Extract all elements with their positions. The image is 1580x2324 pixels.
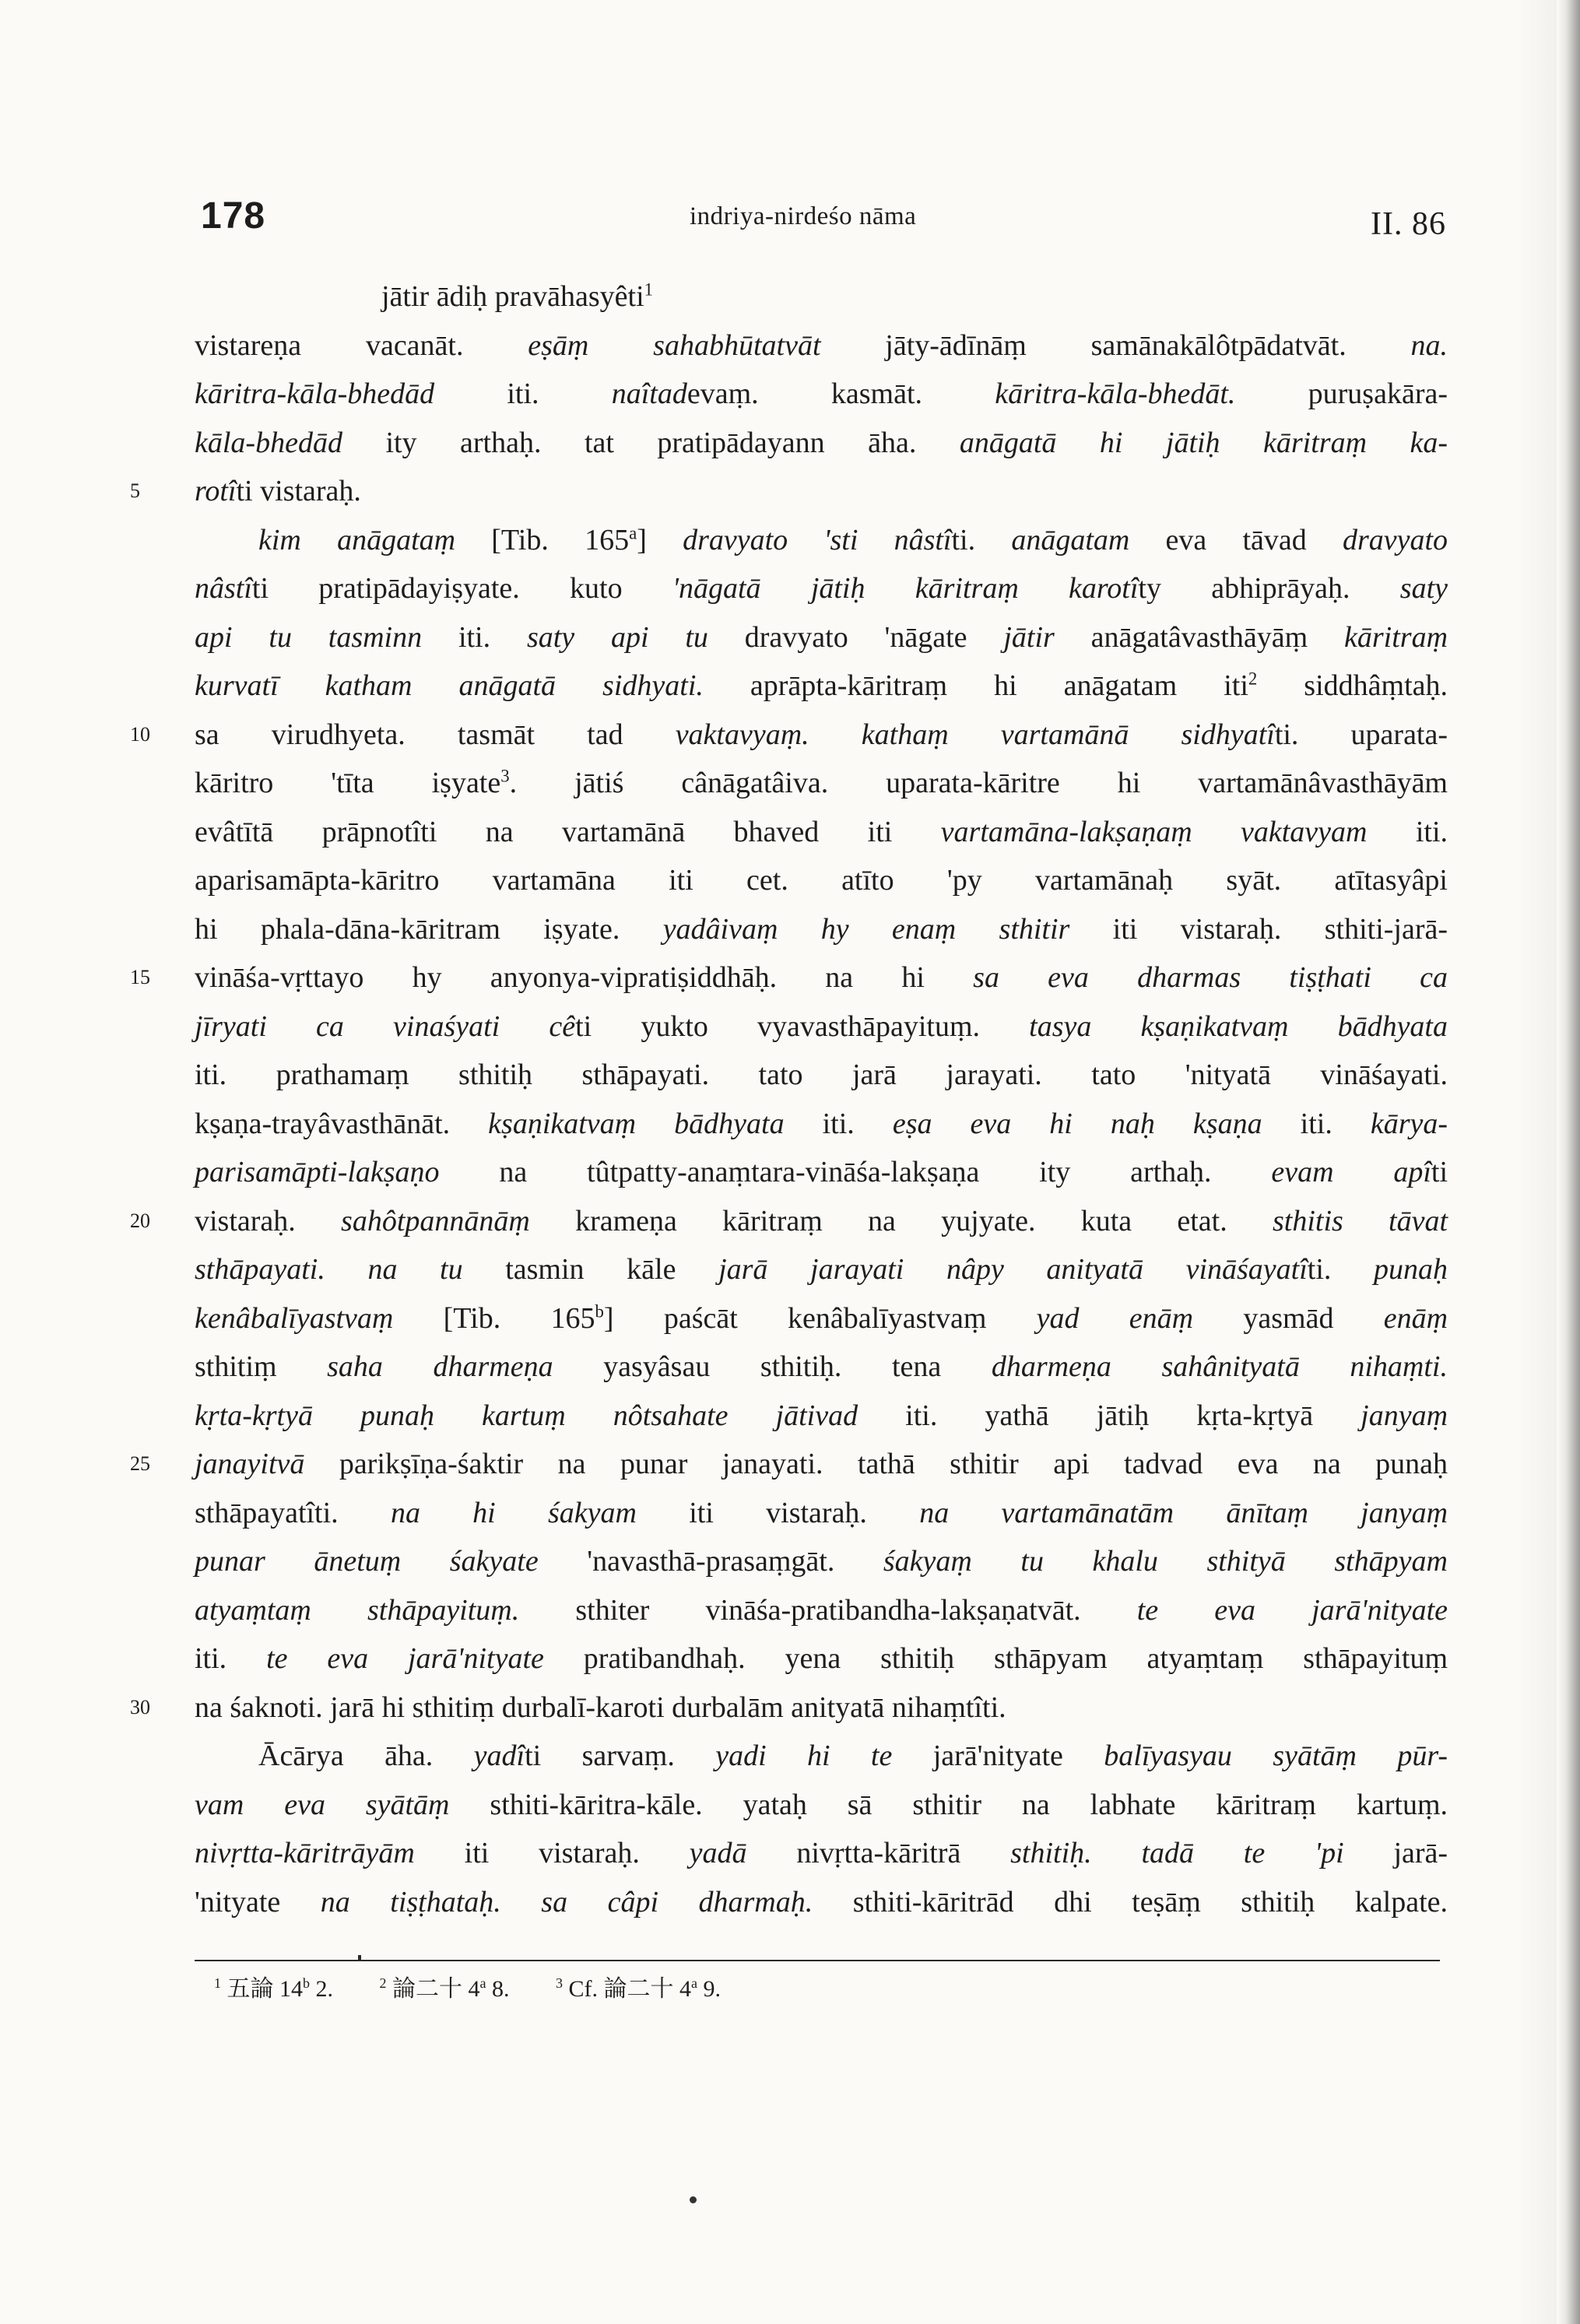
text-line: punar ānetuṃ śakyate 'navasthā-prasaṃgāt. śakyaṃ tu khalu sthityā sthāpyam: [195, 1545, 1448, 1578]
footnote-rule-mark: [358, 1955, 361, 1961]
line-number: 5: [130, 479, 140, 502]
footnote-1: $^1$ 五論 14$^b$ 2.: [214, 1975, 333, 2002]
text-line: kim anāgataṃ [Tib. 165$^a$] dravyato 'sti nâstîti. anāgatam eva tāvad dravyato: [258, 522, 1448, 556]
text-line: nivṛtta-kāritrāyām iti vistaraḥ. yadā nivṛtta-kāritrā sthitiḥ. tadā te 'pi jarā-: [195, 1837, 1448, 1869]
text-line: 5 rotîti vistaraḥ.: [195, 467, 1448, 516]
page-number: 178: [201, 195, 266, 237]
text-line: evâtītā prāpnotîti na vartamānā bhaved iti vartamāna-lakṣaṇaṃ vaktavyam iti.: [195, 815, 1448, 848]
scan-edge-shadow: [1557, 0, 1580, 2324]
text-line: 30 na śaknoti. jarā hi sthitiṃ durbalī-karoti durbalām anityatā nihaṃtîti.: [195, 1683, 1448, 1732]
footnote-3: $^3$ Cf. 論二十 4$^a$ 9.: [556, 1975, 721, 2002]
text-line: jīryati ca vinaśyati cêti yukto vyavasthāpayituṃ. tasya kṣaṇikatvaṃ bādhyata: [195, 1009, 1448, 1043]
text-line: Ācārya āha. yadîti sarvaṃ. yadi hi te jarā'nityate balīyasyau syātāṃ pūr-: [258, 1739, 1448, 1772]
text-line: 15 vināśa-vṛttayo hy anyonya-vipratiṣiddhāḥ. na hi sa eva dharmas tiṣṭhati ca: [195, 953, 1448, 1002]
text-line: 25 janayitvā parikṣīṇa-śaktir na punar janayati. tathā sthitir api tadvad eva na punaḥ: [195, 1440, 1448, 1489]
text-line: 'nityate na tiṣṭhataḥ. sa câpi dharmaḥ. sthiti-kāritrād dhi teṣāṃ sthitiḥ kalpate.: [195, 1885, 1448, 1919]
text-line: kṛta-kṛtyā punaḥ kartuṃ nôtsahate jātivad iti. yathā jātiḥ kṛta-kṛtyā janyaṃ: [195, 1399, 1448, 1432]
running-header: [201, 195, 1446, 249]
text-line: kṣaṇa-trayâvasthānāt. kṣaṇikatvaṃ bādhyata iti. eṣa eva hi naḥ kṣaṇa iti. kārya-: [195, 1107, 1448, 1140]
text-line: hi phala-dāna-kāritram iṣyate. yadâivaṃ hy enaṃ sthitir iti vistaraḥ. sthiti-jarā-: [195, 912, 1448, 946]
line-number: 20: [130, 1209, 150, 1232]
text-line: kāritro 'tīta iṣyate$^3$. jātiś cânāgatâiva. uparata-kāritre hi vartamānâvasthāyām: [195, 766, 1448, 799]
text-line: jātir ādiḥ pravāhasyêti$^1$: [381, 279, 654, 313]
text-line: sthāpayatîti. na hi śakyam iti vistaraḥ. na vartamānatām ānītaṃ janyaṃ: [195, 1496, 1448, 1529]
text-line: sthāpayati. na tu tasmin kāle jarā jarayati nâpy anityatā vināśayatîti. punaḥ: [195, 1253, 1448, 1286]
text-line: vistareṇa vacanāt. eṣāṃ sahabhūtatvāt jāty-ādīnāṃ samānakālôtpādatvāt. na.: [195, 328, 1448, 362]
text-line: sthitiṃ saha dharmeṇa yasyâsau sthitiḥ. tena dharmeṇa sahânityatā nihaṃti.: [195, 1350, 1448, 1383]
text-line: kenâbalīyastvaṃ [Tib. 165$^b$] paścāt kenâbalīyastvaṃ yad enāṃ yasmād enāṃ: [195, 1301, 1448, 1335]
text-line: kurvatī katham anāgatā sidhyati. aprāpta-kāritraṃ hi anāgatam iti$^2$ siddhâṃtaḥ.: [195, 669, 1448, 702]
line-number: 25: [130, 1452, 150, 1475]
text-line: kāritra-kāla-bhedād iti. naîtadevaṃ. kasmāt. kāritra-kāla-bhedāt. puruṣakāra-: [195, 377, 1448, 410]
text-line: kāla-bhedād ity arthaḥ. tat pratipādayann āha. anāgatā hi jātiḥ kāritraṃ ka-: [195, 426, 1448, 459]
main-text: [130, 272, 1448, 1926]
ink-dot-mark: [690, 2196, 697, 2203]
line-number: 30: [130, 1695, 150, 1718]
text-line: atyaṃtaṃ sthāpayituṃ. sthiter vināśa-pratibandha-lakṣaṇatvāt. te eva jarā'nityate: [195, 1593, 1448, 1627]
text-line: 20 vistaraḥ. sahôtpannānāṃ krameṇa kāritraṃ na yujyate. kuta etat. sthitis tāvat: [195, 1197, 1448, 1246]
scan-edge-shadow-inner: [1518, 0, 1557, 2324]
section-reference: II. 86: [1371, 206, 1446, 242]
text-line: nâstîti pratipādayiṣyate. kuto 'nāgatā jātiḥ kāritraṃ karotîty abhiprāyaḥ. saty: [195, 572, 1448, 605]
footnote-2: $^2$ 論二十 4$^a$ 8.: [379, 1975, 510, 2002]
running-title: indriya-nirdeśo nāma: [690, 202, 917, 230]
text-line: api tu tasminn iti. saty api tu dravyato 'nāgate jātir anāgatâvasthāyāṃ kāritraṃ: [195, 620, 1448, 654]
text-line: parisamāpti-lakṣaṇo na tûtpatty-anaṃtara-vināśa-lakṣaṇa ity arthaḥ. evam apîti: [195, 1156, 1448, 1188]
footnote-rule: [195, 1960, 1440, 1961]
text-line: iti. te eva jarā'nityate pratibandhaḥ. yena sthitiḥ sthāpyam atyaṃtaṃ sthāpayituṃ: [195, 1642, 1448, 1675]
text-line: aparisamāpta-kāritro vartamāna iti cet. atīto 'py vartamānaḥ syāt. atītasyâpi: [195, 864, 1448, 897]
line-number: 15: [130, 966, 150, 988]
text-line: iti. prathamaṃ sthitiḥ sthāpayati. tato jarā jarayati. tato 'nityatā vināśayati.: [195, 1058, 1448, 1091]
line-number: 10: [130, 722, 150, 746]
text-line: 10 sa virudhyeta. tasmāt tad vaktavyaṃ. kathaṃ vartamānā sidhyatîti. uparata-: [195, 711, 1448, 760]
footnotes: [214, 1969, 761, 2003]
text-line: vam eva syātāṃ sthiti-kāritra-kāle. yataḥ sā sthitir na labhate kāritraṃ kartuṃ.: [195, 1788, 1448, 1821]
